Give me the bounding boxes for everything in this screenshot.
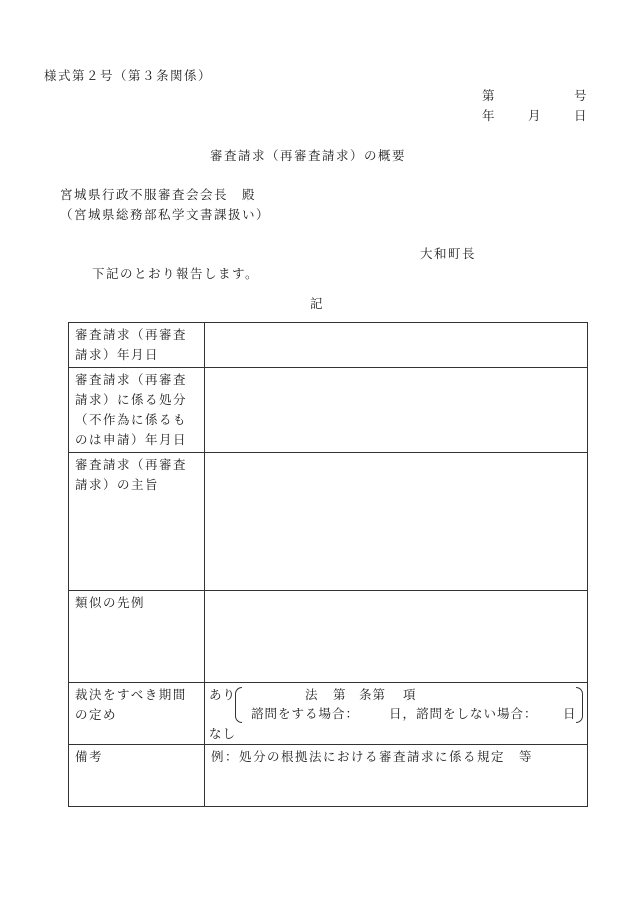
consult-label: 諮問をする場合： [251,706,360,721]
row-label-request-date: 審査請求（再審査 請求）年月日 [69,323,205,368]
row-label-purpose: 審査請求（再審査 請求）の主旨 [69,453,205,591]
row-value-remarks[interactable]: 例：処分の根拠法における審査請求に係る規定 等 [205,745,588,807]
document-title: 審査請求（再審査請求）の概要 [210,148,407,163]
doc-number-suffix: 号 [574,88,587,103]
summary-table [68,322,588,807]
left-bracket [235,687,242,723]
date-month: 月 [528,108,541,123]
day-label: 日 [563,706,577,721]
table-row [69,453,588,591]
intro-text: 下記のとおり報告します。 [92,266,260,281]
addressee-line2: （宮城県総務部私学文書課扱い） [60,207,271,222]
date-year: 年 [482,108,495,123]
ki-heading: 記 [310,296,323,311]
date-day: 日 [574,108,587,123]
row-label-remarks: 備考 [69,745,205,807]
table-row [69,745,588,807]
option-ari: あり [209,687,237,702]
table-row [69,683,588,745]
row-label-precedent: 類似の先例 [69,591,205,683]
row-label-decision-period: 裁決をすべき期間 の定め [69,683,205,745]
row-value-request-date[interactable] [205,323,588,368]
table-row [69,368,588,453]
table-row [69,323,588,368]
row-value-precedent[interactable] [205,591,588,683]
row-value-disposition-date[interactable] [205,368,588,453]
option-nashi: なし [209,726,237,741]
form-number: 様式第２号（第３条関係） [44,68,213,83]
no-consult-label: 日，諮問をしない場合： [389,706,538,721]
row-label-disposition-date: 審査請求（再審査 請求）に係る処分 （不作為に係るも のは申請）年月日 [69,368,205,453]
addressee-line1: 宮城県行政不服審査会会長 殿 [60,187,257,202]
sender: 大和町長 [420,246,477,261]
dai-label: 第 [333,687,347,702]
kou-label: 項 [403,687,417,702]
doc-number-prefix: 第 [482,88,495,103]
jo-dai-label: 条第 [359,687,387,702]
row-value-decision-period[interactable] [205,683,588,745]
law-label: 法 [305,687,319,702]
row-value-purpose[interactable] [205,453,588,591]
table-row [69,591,588,683]
right-bracket [576,687,583,723]
